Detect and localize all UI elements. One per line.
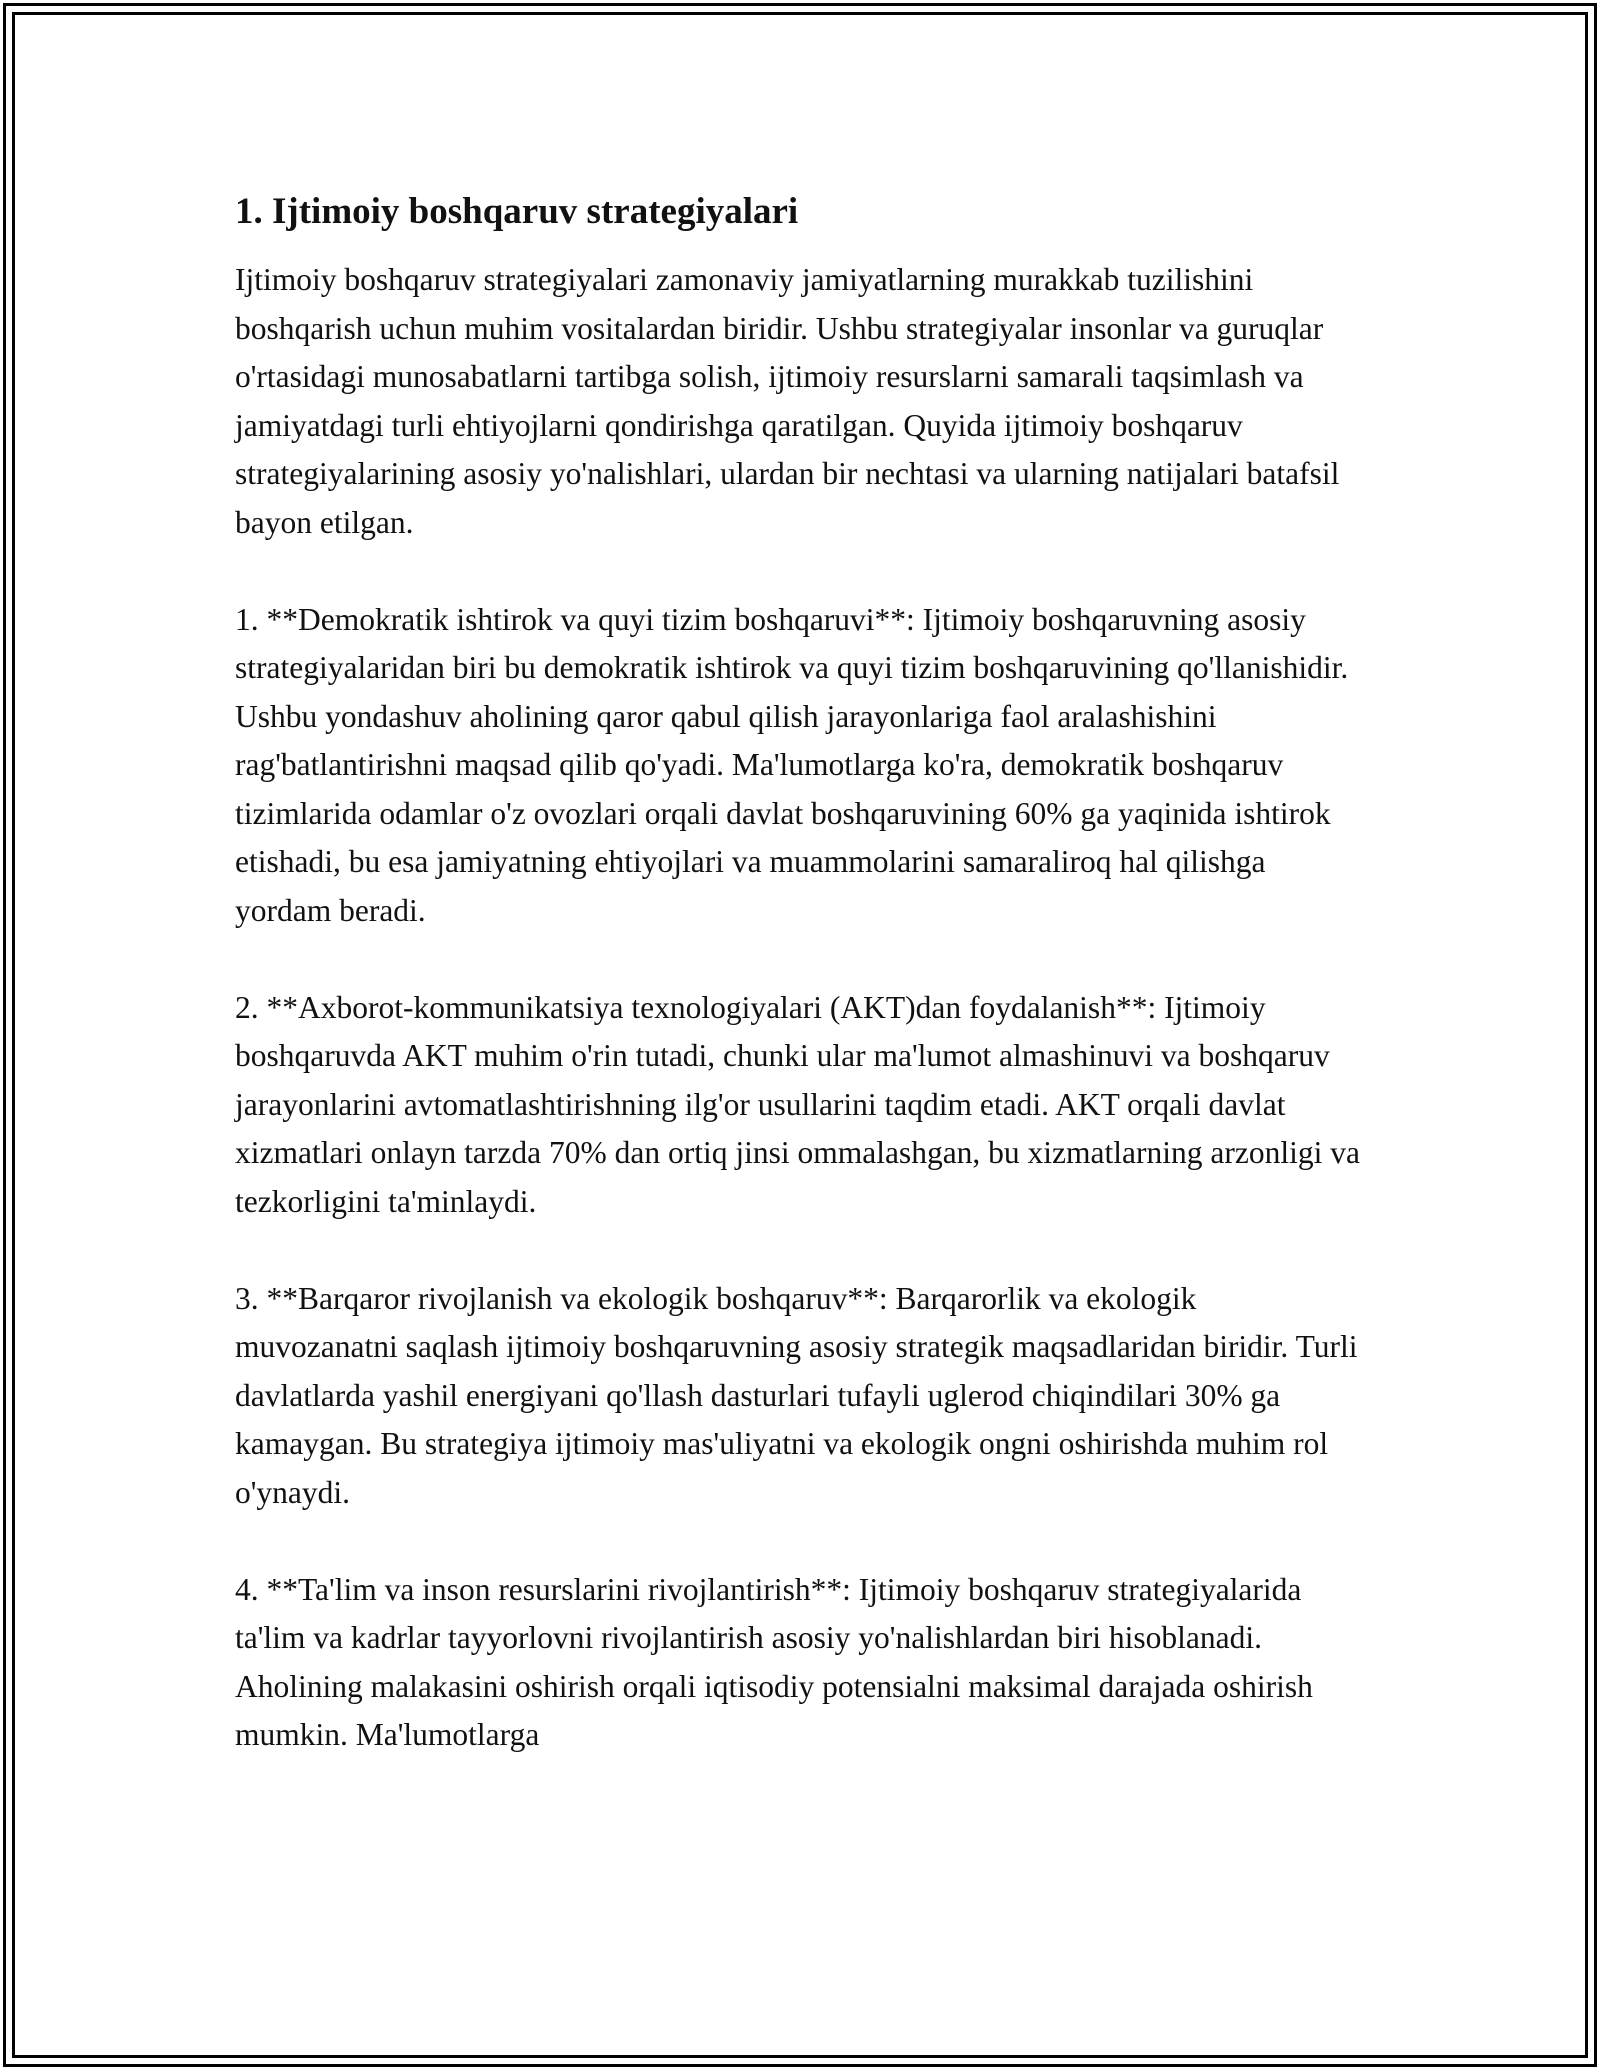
- section-heading: 1. Ijtimoiy boshqaruv strategiyalari: [235, 191, 799, 232]
- paragraph-sustainable-development: 3. **Barqaror rivojlanish va ekologik boshqaruv**: Barqarorlik va ekologik muvozanatni saqlash ijtimoiy boshqaruvning asosiy strategik maqsadlaridan biridir. Turli davlatlarda yashil energiyani qo'llash dasturlari tufayli uglerod chiqindilari 30% ga kamaygan. Bu strategiya ijtimoiy mas'uliyatni va ekologik ongni oshirishda muhim rol o'ynaydi.: [235, 1280, 1358, 1510]
- paragraph-education-hr: 4. **Ta'lim va inson resurslarini rivojlantirish**: Ijtimoiy boshqaruv strategiyalarida ta'lim va kadrlar tayyorlovni rivojlantirish asosiy yo'nalishlardan biri hisoblanadi. Aholining malakasini oshirish orqali iqtisodiy potensialni maksimal darajada oshirish mumkin. Ma'lumotlarga: [235, 1571, 1313, 1752]
- document-body: [235, 188, 1365, 1808]
- intro-paragraph: Ijtimoiy boshqaruv strategiyalari zamonaviy jamiyatlarning murakkab tuzilishini boshqarish uchun muhim vositalardan biridir. Ushbu strategiyalar insonlar va guruqlar o'rtasidagi munosabatlarni tartibga solish, ijtimoiy resurslarni samarali taqsimlash va jamiyatdagi turli ehtiyojlarni qondirishga qaratilgan. Quyida ijtimoiy boshqaruv strategiyalarining asosiy yo'nalishlari, ulardan bir nechtasi va ularning natijalari batafsil bayon etilgan.: [235, 262, 1340, 540]
- paragraph-ict-usage: 2. **Axborot-kommunikatsiya texnologiyalari (AKT)dan foydalanish**: Ijtimoiy boshqaruvda AKT muhim o'rin tutadi, chunki ular ma'lumot almashinuvi va boshqaruv jarayonlarini avtomatlashtirishning ilg'or usullarini taqdim etadi. AKT orqali davlat xizmatlari onlayn tarzda 70% dan ortiq jinsi ommalashgan, bu xizmatlarning arzonligi va tezkorligini ta'minlaydi.: [235, 989, 1360, 1219]
- paragraph-democratic-participation: 1. **Demokratik ishtirok va quyi tizim boshqaruvi**: Ijtimoiy boshqaruvning asosiy strategiyalaridan biri bu demokratik ishtirok va quyi tizim boshqaruvining qo'llanishidir. Ushbu yondashuv aholining qaror qabul qilish jarayonlariga faol aralashishini rag'batlantirishni maqsad qilib qo'yadi. Ma'lumotlarga ko'ra, demokratik boshqaruv tizimlarida odamlar o'z ovozlari orqali davlat boshqaruvining 60% ga yaqinida ishtirok etishadi, bu esa jamiyatning ehtiyojlari va muammolarini samaraliroq hal qilishga yordam beradi.: [235, 601, 1349, 928]
